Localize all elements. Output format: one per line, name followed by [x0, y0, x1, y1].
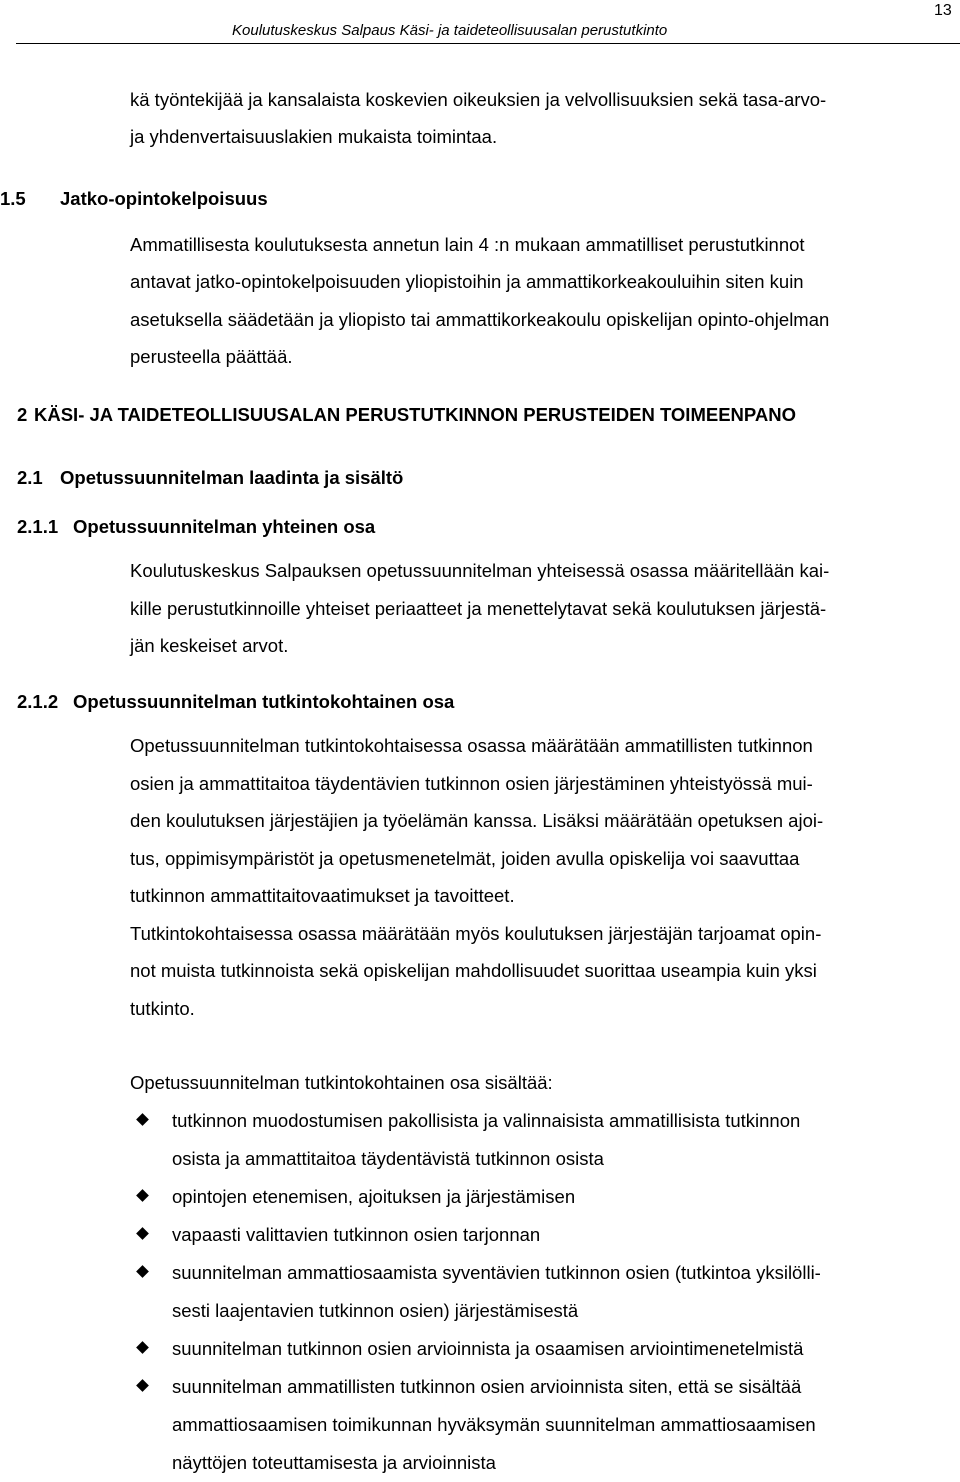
- section-2-1-2-line-7: not muista tutkinnoista sekä opiskelijan mahdollisuudet suorittaa useampia kuin yksi: [130, 960, 817, 981]
- list-item: [130, 1216, 940, 1254]
- section-2-1-2-line-2: osien ja ammattitaitoa täydentävien tutkinnon osien järjestäminen yhteistyössä mui-: [130, 773, 813, 794]
- list-item: [130, 1330, 940, 1368]
- section-1-5-line-1: Ammatillisesta koulutuksesta annetun lain 4 :n mukaan ammatilliset perustutkinnot: [130, 234, 805, 255]
- list-item-line: vapaasti valittavien tutkinnon osien tarjonnan: [172, 1224, 541, 1245]
- content-bullet-list: [130, 1102, 940, 1482]
- intro-line-1: kä työntekijää ja kansalaista koskevien oikeuksien ja velvollisuuksien sekä tasa-arvo-: [130, 89, 827, 110]
- section-2-1-1-title: Opetussuunnitelman yhteinen osa: [73, 516, 376, 537]
- chapter-2-title: KÄSI- JA TAIDETEOLLISUUSALAN PERUSTUTKINNON PERUSTEIDEN TOIMEENPANO: [34, 404, 796, 425]
- section-number: 1.5: [0, 188, 26, 209]
- section-2-1-2-line-8: tutkinto.: [130, 998, 195, 1019]
- list-item: [130, 1102, 940, 1178]
- list-item: [130, 1178, 940, 1216]
- section-2-1-title: Opetussuunnitelman laadinta ja sisältö: [60, 467, 404, 488]
- section-2-1-2-line-6: Tutkintokohtaisessa osassa määrätään myös koulutuksen järjestäjän tarjoamat opin-: [130, 923, 822, 944]
- list-item-line: tutkinnon muodostumisen pakollisista ja valinnaisista ammatillisista tutkinnon: [172, 1110, 801, 1131]
- list-item-line: opintojen etenemisen, ajoituksen ja järjestämisen: [172, 1186, 576, 1207]
- list-item-line: näyttöjen toteuttamisesta ja arvioinnista: [172, 1452, 496, 1473]
- diamond-bullet-icon: [136, 1379, 149, 1392]
- section-2-1-1-line-2: kille perustutkinnoille yhteiset periaatteet ja menettelytavat sekä koulutuksen järjestä-: [130, 598, 827, 619]
- section-2-1-2-number: 2.1.2: [17, 691, 59, 712]
- chapter-2-number: 2: [17, 404, 28, 425]
- intro-line-2: ja yhdenvertaisuuslakien mukaista toimintaa.: [130, 126, 498, 147]
- section-1-5-line-3: asetuksella säädetään ja yliopisto tai ammattikorkeakoulu opiskelijan opinto-ohjelman: [130, 309, 830, 330]
- section-2-1-2-line-4: tus, oppimisympäristöt ja opetusmenetelmät, joiden avulla opiskelija voi saavuttaa: [130, 848, 800, 869]
- list-item: [130, 1368, 940, 1482]
- section-1-5-line-2: antavat jatko-opintokelpoisuuden yliopistoihin ja ammattikorkeakouluihin siten kuin: [130, 271, 804, 292]
- section-2-1-1-line-1: Koulutuskeskus Salpauksen opetussuunnitelman yhteisessä osassa määritellään kai-: [130, 560, 830, 581]
- list-item-line: osista ja ammattitaitoa täydentävistä tutkinnon osista: [172, 1148, 604, 1169]
- diamond-bullet-icon: [136, 1189, 149, 1202]
- list-item-line: suunnitelman ammatillisten tutkinnon osien arvioinnista siten, että se sisältää: [172, 1376, 802, 1397]
- section-1-5-title: Jatko-opintokelpoisuus: [60, 188, 268, 209]
- section-2-1-2-line-5: tutkinnon ammattitaitovaatimukset ja tavoitteet.: [130, 885, 515, 906]
- list-item-line: suunnitelman ammattiosaamista syventävien tutkinnon osien (tutkintoa yksilölli-: [172, 1262, 821, 1283]
- list-item-line: sesti laajentavien tutkinnon osien) järjestämisestä: [172, 1300, 579, 1321]
- list-item-line: suunnitelman tutkinnon osien arvioinnista ja osaamisen arviointimenetelmistä: [172, 1338, 804, 1359]
- diamond-bullet-icon: [136, 1113, 149, 1126]
- section-2-1-1-line-3: jän keskeiset arvot.: [130, 635, 289, 656]
- list-item: [130, 1254, 940, 1330]
- section-2-1-2-title: Opetussuunnitelman tutkintokohtainen osa: [73, 691, 455, 712]
- section-2-1-1-number: 2.1.1: [17, 516, 59, 537]
- page-number: 13: [934, 2, 952, 19]
- section-2-1-2-line-3: den koulutuksen järjestäjien ja työelämän kanssa. Lisäksi määrätään opetuksen ajoi-: [130, 810, 824, 831]
- diamond-bullet-icon: [136, 1227, 149, 1240]
- diamond-bullet-icon: [136, 1341, 149, 1354]
- diamond-bullet-icon: [136, 1265, 149, 1278]
- running-header-title: Koulutuskeskus Salpaus Käsi- ja taideteollisuusalan perustutkinto: [232, 22, 668, 39]
- section-1-5-line-4: perusteella päättää.: [130, 346, 293, 367]
- section-1-5-heading: [0, 188, 26, 210]
- list-item-line: ammattiosaamisen toimikunnan hyväksymän suunnitelman ammattiosaamisen: [172, 1414, 816, 1435]
- section-2-1-number: 2.1: [17, 467, 43, 488]
- list-intro: Opetussuunnitelman tutkintokohtainen osa sisältää:: [130, 1072, 553, 1093]
- header-divider: [16, 43, 960, 44]
- section-2-1-2-line-1: Opetussuunnitelman tutkintokohtaisessa osassa määrätään ammatillisten tutkinnon: [130, 735, 813, 756]
